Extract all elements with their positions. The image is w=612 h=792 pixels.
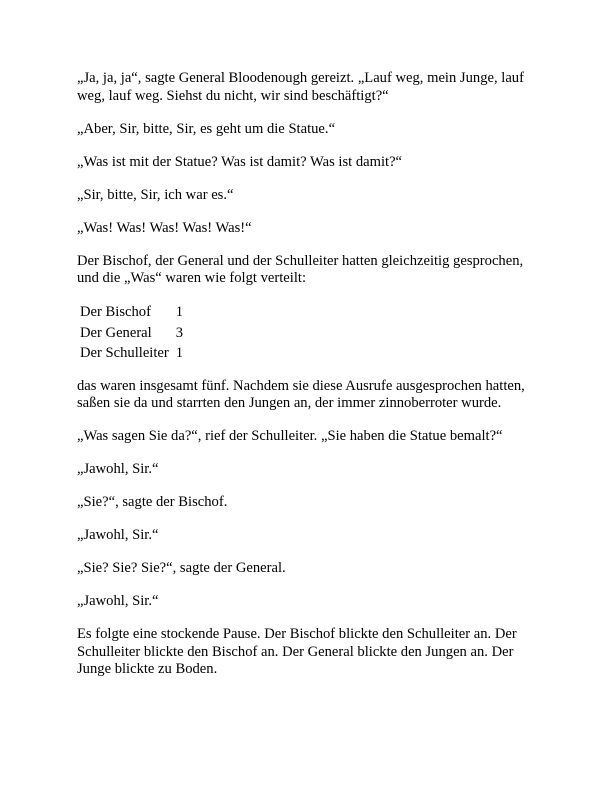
document-page: [77, 70, 537, 694]
paragraph: Der Bischof, der General und der Schulleiter hatten gleichzeitig gesprochen, und die „Was“ waren wie folgt verteilt:: [77, 252, 524, 286]
table-row: [77, 344, 186, 365]
paragraph: „Ja, ja, ja“, sagte General Bloodenough gereizt. „Lauf weg, mein Junge, lauf weg, lauf weg. Siehst du nicht, wir sind beschäftigt?“: [77, 70, 524, 104]
paragraph: „Jawohl, Sir.“: [77, 593, 159, 609]
tally-count: 1: [175, 304, 184, 320]
paragraph: „Was sagen Sie da?“, rief der Schulleiter. „Sie haben die Statue bemalt?“: [77, 428, 503, 444]
tally-count: 1: [175, 345, 184, 361]
tally-count: 3: [175, 324, 184, 341]
tally-speaker: Der Bischof: [80, 304, 151, 320]
table-row: [77, 324, 186, 345]
paragraph: „Was! Was! Was! Was! Was!“: [77, 219, 252, 236]
paragraph: „Sir, bitte, Sir, ich war es.“: [77, 186, 234, 203]
tally-speaker: Der Schulleiter: [80, 345, 169, 361]
table-row: [77, 303, 186, 324]
paragraph: „Sie? Sie? Sie?“, sagte der General.: [77, 560, 286, 576]
paragraph: „Sie?“, sagte der Bischof.: [77, 494, 228, 510]
paragraph: „Was ist mit der Statue? Was ist damit? Was ist damit?“: [77, 153, 403, 170]
paragraph: Es folgte eine stockende Pause. Der Bischof blickte den Schulleiter an. Der Schulleiter blickte den Bischof an. Der General blickte den Jungen an. Der Junge blickte zu Boden.: [77, 626, 517, 677]
paragraph: „Jawohl, Sir.“: [77, 527, 159, 543]
tally-speaker: Der General: [80, 324, 152, 341]
paragraph: „Aber, Sir, bitte, Sir, es geht um die Statue.“: [77, 120, 336, 137]
was-tally-table: [77, 303, 186, 365]
paragraph: „Jawohl, Sir.“: [77, 461, 159, 477]
paragraph: das waren insgesamt fünf. Nachdem sie diese Ausrufe ausgesprochen hatten, saßen sie da und starrten den Jungen an, der immer zinnoberroter wurde.: [77, 377, 525, 411]
